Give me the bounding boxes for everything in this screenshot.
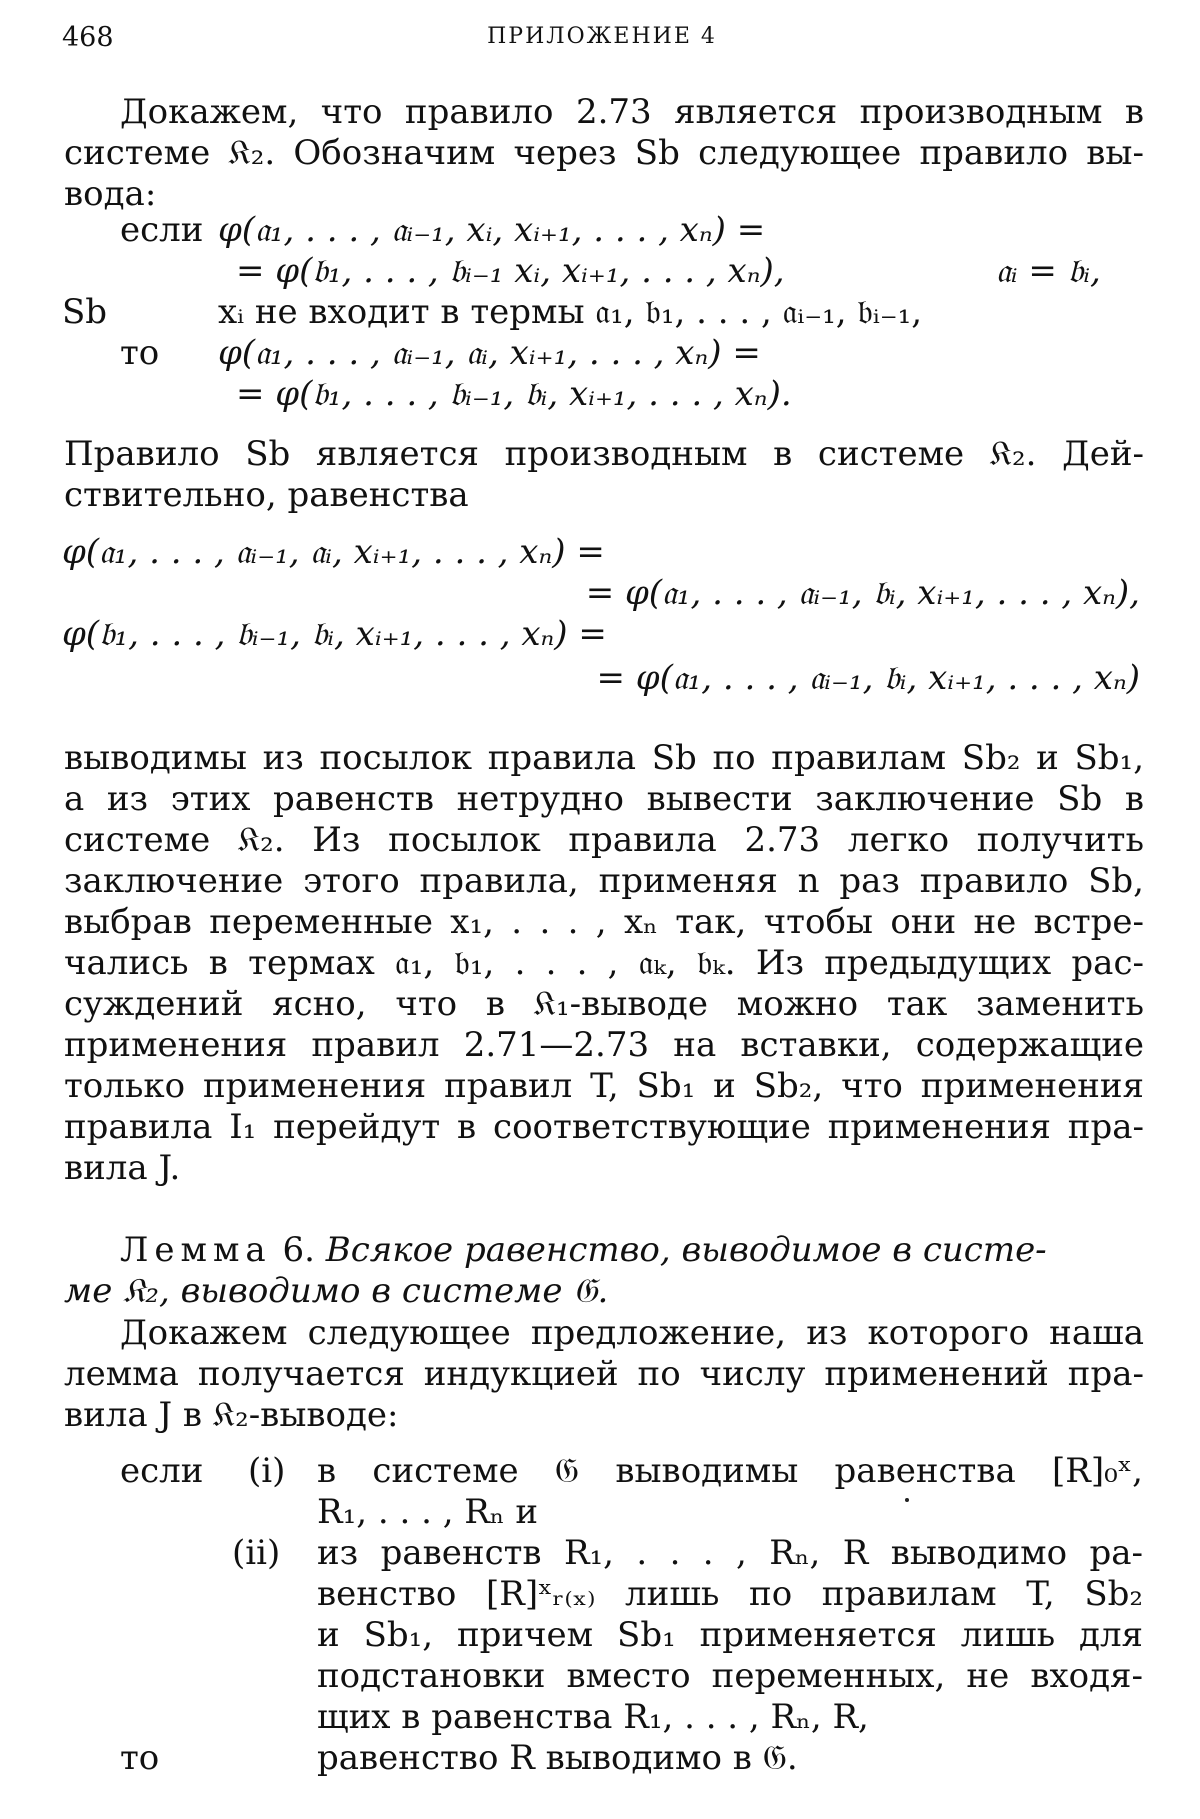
text-line: из равенств R₁, . . . , Rₙ, R выводимо ра- (317, 1533, 1143, 1573)
lemma-6 (64, 1230, 1144, 1312)
paragraph-2 (64, 434, 1144, 516)
proposition-if-word: если (120, 1451, 204, 1491)
rule-condition-line: xᵢ не входит в термы 𝔞₁, 𝔟₁, . . . , 𝔞ᵢ₋₁, 𝔟ᵢ₋₁, (218, 292, 923, 332)
text-line: только применения правил T, Sb₁ и Sb₂, что применения (64, 1066, 1144, 1106)
text-line: правила I₁ перейдут в соответствующие применения пра- (64, 1107, 1144, 1147)
paragraph-3 (64, 738, 1144, 1189)
text-line: системе 𝔎₂. Из посылок правила 2.73 легко получить (64, 820, 1144, 860)
lemma-statement: Всякое равенство, выводимое в систе- (325, 1230, 1047, 1270)
text-line: лемма получается индукцией по числу применений пра- (64, 1354, 1144, 1394)
text-line: подстановки вместо переменных, не входя- (317, 1656, 1143, 1696)
text-line: вила J в 𝔎₂-выводе: (64, 1395, 399, 1435)
text-line: в системе 𝔊 выводимы равенства [R]₀ˣ, (317, 1451, 1143, 1491)
text-line: применения правил 2.71—2.73 на вставки, содержащие (64, 1025, 1144, 1065)
lemma-number: 6. (282, 1230, 315, 1270)
proposition-conclusion: равенство R выводимо в 𝔊. (317, 1738, 798, 1778)
text-line: вода: (64, 174, 157, 214)
lemma-statement: ме 𝔎₂, выводимо в системе 𝔊. (64, 1271, 609, 1311)
paragraph-4 (64, 1313, 1144, 1436)
print-speck (905, 1498, 909, 1502)
page-header (62, 22, 1142, 62)
proposition-then-word: то (120, 1738, 160, 1778)
equality-line: φ(𝔞₁, . . . , 𝔞ᵢ₋₁, 𝔞ᵢ, xᵢ₊₁, . . . , xₙ) = (62, 532, 605, 572)
text-line: системе 𝔎₂. Обозначим через Sb следующее правило вы- (64, 133, 1144, 173)
text-line: выбрав переменные x₁, . . . , xₙ так, чтобы они не встре- (64, 902, 1144, 942)
condition-ii-text (317, 1533, 1143, 1738)
text-line: заключение этого правила, применяя n раз правило Sb, (64, 861, 1144, 901)
equality-line: φ(𝔟₁, . . . , 𝔟ᵢ₋₁, 𝔟ᵢ, xᵢ₊₁, . . . , xₙ) = (62, 614, 607, 654)
text-line: вила J. (64, 1148, 181, 1188)
rule-premise-line: φ(𝔞₁, . . . , 𝔞ᵢ₋₁, xᵢ, xᵢ₊₁, . . . , xₙ) = (218, 210, 766, 250)
text-line: чались в термах 𝔞₁, 𝔟₁, . . . , 𝔞ₖ, 𝔟ₖ. Из предыдущих рас- (64, 943, 1144, 983)
rule-label: Sb (62, 292, 108, 332)
page-number: 468 (62, 22, 114, 53)
intro-paragraph (64, 92, 1144, 215)
rule-conclusion-line: φ(𝔞₁, . . . , 𝔞ᵢ₋₁, 𝔞ᵢ, xᵢ₊₁, . . . , xₙ) = (218, 333, 761, 373)
text-line: Правило Sb является производным в системе 𝔎₂. Дей- (64, 434, 1144, 474)
text-line: Докажем, что правило 2.73 является производным в (120, 92, 1144, 132)
text-line: венство [R]ˣᵣ₍ₓ₎ лишь по правилам T, Sb₂ (317, 1574, 1143, 1614)
text-line: суждений ясно, что в 𝔎₁-выводе можно так заменить (64, 984, 1144, 1024)
rule-if-word: если (120, 210, 204, 250)
condition-i-text (317, 1451, 1143, 1533)
condition-i-label: (i) (248, 1451, 286, 1491)
text-line: Докажем следующее предложение, из которого наша (120, 1313, 1144, 1353)
text-line: и Sb₁, причем Sb₁ применяется лишь для (317, 1615, 1143, 1655)
equality-line: = φ(𝔞₁, . . . , 𝔞ᵢ₋₁, 𝔟ᵢ, xᵢ₊₁, . . . , xₙ), (585, 573, 1140, 613)
rule-conclusion-line: = φ(𝔟₁, . . . , 𝔟ᵢ₋₁, 𝔟ᵢ, xᵢ₊₁, . . . , xₙ). (236, 374, 792, 414)
text-line: выводимы из посылок правила Sb по правилам Sb₂ и Sb₁, (64, 738, 1144, 778)
lemma-label: Лемма (120, 1230, 272, 1270)
equality-line: = φ(𝔞₁, . . . , 𝔞ᵢ₋₁, 𝔟ᵢ, xᵢ₊₁, . . . , xₙ) (596, 658, 1140, 698)
rule-premise-right: 𝔞ᵢ = 𝔟ᵢ, (996, 251, 1101, 291)
rule-premise-line: = φ(𝔟₁, . . . , 𝔟ᵢ₋₁ xᵢ, xᵢ₊₁, . . . , xₙ), (236, 251, 785, 291)
text-line: щих в равенства R₁, . . . , Rₙ, R, (317, 1697, 869, 1737)
running-title: ПРИЛОЖЕНИЕ 4 (487, 24, 717, 49)
text-line: а из этих равенств нетрудно вывести заключение Sb в (64, 779, 1144, 819)
text-line: R₁, . . . , Rₙ и (317, 1492, 539, 1532)
text-line: ствительно, равенства (64, 475, 469, 515)
rule-then-word: то (120, 333, 160, 373)
condition-ii-label: (ii) (232, 1533, 281, 1573)
lemma-first-line (64, 1230, 1144, 1271)
